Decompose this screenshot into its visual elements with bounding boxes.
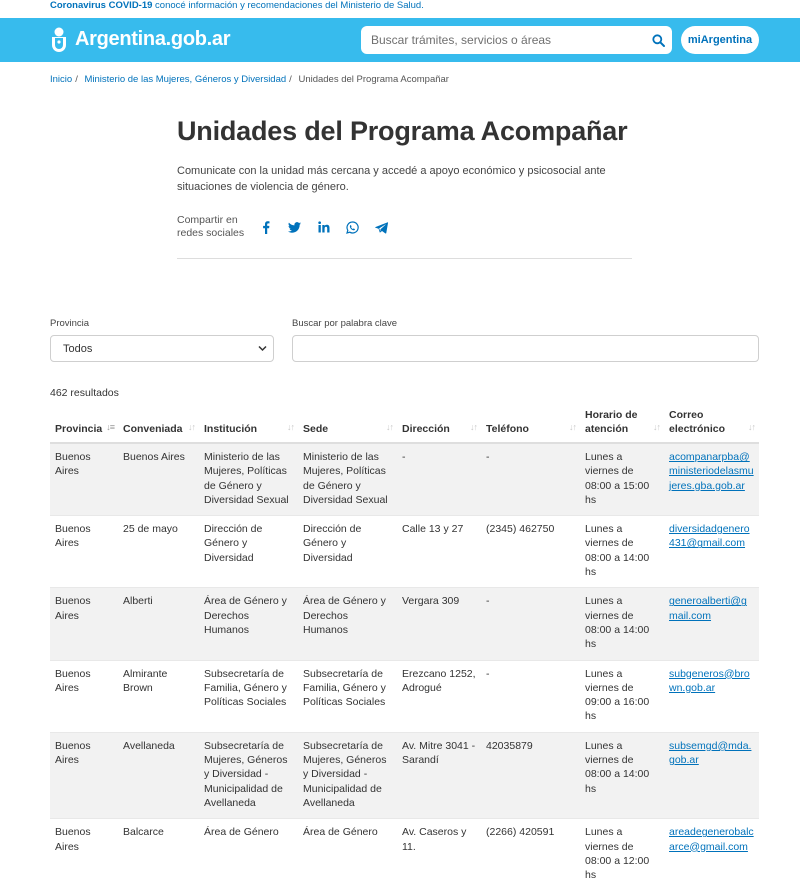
cell-provincia: Buenos Aires: [50, 819, 118, 890]
column-header-telefono[interactable]: [481, 402, 580, 443]
site-logo[interactable]: [50, 26, 230, 52]
page-lead: Comunicate con la unidad más cercana y accedé a apoyo económico y psicosocial ante situaciones de violencia de género.: [177, 165, 606, 193]
whatsapp-icon: [346, 221, 359, 234]
cell-institucion: Área de Género: [199, 819, 298, 890]
cell-horario: Lunes a viernes de 08:00 a 12:00 hs: [580, 819, 664, 890]
share-label: Compartir en redes sociales: [177, 214, 245, 239]
covid-banner[interactable]: [0, 0, 800, 18]
provincia-label: Provincia: [50, 318, 90, 329]
cell-sede: Subsecretaría de Mujeres, Géneros y Diversidad - Municipalidad de Avellaneda: [298, 732, 397, 818]
cell-provincia: Buenos Aires: [50, 443, 118, 516]
chevron-down-icon: [258, 345, 267, 352]
cell-direccion: Calle 13 y 27: [397, 516, 481, 588]
column-header-label: Conveniada: [123, 423, 183, 435]
table-row: [50, 588, 759, 660]
sort-asc-icon: ↓≡: [106, 422, 114, 432]
sort-icon: ↓↑: [188, 422, 195, 432]
covid-banner-bold[interactable]: Coronavirus COVID-19: [50, 0, 153, 11]
units-table: [50, 402, 759, 890]
site-logo-text: Argentina.gob.ar: [75, 27, 231, 50]
cell-correo: [664, 660, 759, 732]
column-header-horario[interactable]: [580, 402, 664, 443]
cell-sede: Área de Género: [298, 819, 397, 890]
column-header-label: Provincia: [55, 423, 103, 435]
email-link[interactable]: subsemgd@mda.gob.ar: [669, 739, 752, 767]
column-header-label: Horario de atención: [585, 409, 638, 435]
breadcrumb-inicio[interactable]: Inicio: [50, 74, 73, 85]
table-row: [50, 516, 759, 588]
cell-telefono: -: [481, 588, 580, 660]
cell-institucion: Dirección de Género y Diversidad: [199, 516, 298, 588]
cell-sede: Subsecretaría de Familia, Género y Políticas Sociales: [298, 660, 397, 732]
cell-conveniada: Avellaneda: [118, 732, 199, 818]
cell-conveniada: Balcarce: [118, 819, 199, 890]
cell-horario: Lunes a viernes de 09:00 a 16:00 hs: [580, 660, 664, 732]
column-header-direccion[interactable]: [397, 402, 481, 443]
share-facebook-button[interactable]: [251, 221, 280, 234]
cell-correo: [664, 516, 759, 588]
keyword-label: Buscar por palabra clave: [292, 318, 398, 329]
column-header-provincia[interactable]: [50, 402, 118, 443]
column-header-label: Sede: [303, 423, 329, 435]
cell-direccion: Erezcano 1252, Adrogué: [397, 660, 481, 732]
cell-direccion: Av. Mitre 3041 - Sarandí: [397, 732, 481, 818]
cell-provincia: Buenos Aires: [50, 588, 118, 660]
cell-telefono: 42035879: [481, 732, 580, 818]
search-button[interactable]: [644, 26, 672, 54]
provincia-select-value: Todos: [63, 342, 93, 355]
page-title: Unidades del Programa Acompañar: [177, 116, 628, 146]
cell-horario: Lunes a viernes de 08:00 a 14:00 hs: [580, 732, 664, 818]
breadcrumb-ministerio[interactable]: Ministerio de las Mujeres, Géneros y Diversidad: [84, 74, 287, 85]
cell-provincia: Buenos Aires: [50, 732, 118, 818]
provincia-select[interactable]: [50, 335, 274, 362]
search-icon: [652, 34, 665, 47]
column-header-conveniada[interactable]: [118, 402, 199, 443]
cell-telefono: (2266) 420591: [481, 819, 580, 890]
share-twitter-button[interactable]: [280, 222, 309, 233]
sort-icon: ↓↑: [287, 422, 294, 432]
breadcrumb-current: Unidades del Programa Acompañar: [298, 74, 449, 85]
cell-correo: [664, 819, 759, 890]
table-body: [50, 443, 759, 890]
cell-direccion: -: [397, 443, 481, 516]
cell-institucion: Subsecretaría de Familia, Género y Políticas Sociales: [199, 660, 298, 732]
email-link[interactable]: acompanarpba@ministeriodelasmujeres.gba.gob.ar: [669, 451, 754, 492]
twitter-icon: [288, 222, 301, 233]
cell-telefono: -: [481, 443, 580, 516]
facebook-icon: [262, 221, 270, 234]
email-link[interactable]: diversidadgenero431@gmail.com: [669, 523, 750, 550]
cell-horario: Lunes a viernes de 08:00 a 14:00 hs: [580, 588, 664, 660]
cell-direccion: Av. Caseros y 11.: [397, 819, 481, 890]
cell-telefono: -: [481, 660, 580, 732]
share-whatsapp-button[interactable]: [338, 221, 367, 234]
section-divider: [177, 258, 632, 259]
table-row: [50, 732, 759, 818]
cell-conveniada: 25 de mayo: [118, 516, 199, 588]
table-row: [50, 819, 759, 890]
linkedin-icon: [318, 221, 330, 233]
cell-sede: Área de Género y Derechos Humanos: [298, 588, 397, 660]
keyword-input[interactable]: [292, 335, 759, 362]
cell-correo: [664, 732, 759, 818]
argentina-logo-icon: [50, 26, 68, 52]
cell-provincia: Buenos Aires: [50, 660, 118, 732]
column-header-label: Teléfono: [486, 423, 529, 435]
site-header: [0, 18, 800, 62]
search-input[interactable]: [361, 26, 643, 54]
column-header-label: Institución: [204, 423, 258, 435]
covid-banner-text[interactable]: conocé información y recomendaciones del Ministerio de Salud.: [152, 0, 424, 11]
cell-institucion: Ministerio de las Mujeres, Políticas de Género y Diversidad Sexual: [199, 443, 298, 516]
share-section: [177, 214, 396, 240]
cell-conveniada: Almirante Brown: [118, 660, 199, 732]
column-header-label: Correo electrónico: [669, 409, 726, 435]
column-header-institucion[interactable]: [199, 402, 298, 443]
cell-conveniada: Alberti: [118, 588, 199, 660]
table-header-row: [50, 402, 759, 443]
sort-icon: ↓↑: [569, 422, 576, 432]
cell-telefono: (2345) 462750: [481, 516, 580, 588]
table-row: [50, 660, 759, 732]
sort-icon: ↓↑: [386, 422, 393, 432]
breadcrumb-separator: /: [75, 74, 78, 85]
results-count: 462 resultados: [50, 387, 119, 399]
cell-provincia: Buenos Aires: [50, 516, 118, 588]
table-row: [50, 443, 759, 516]
email-link[interactable]: generoalberti@gmail.com: [669, 595, 747, 622]
column-header-sede[interactable]: [298, 402, 397, 443]
email-link[interactable]: areadegenerobalcarce@gmail.com: [669, 826, 754, 853]
breadcrumb: [50, 74, 449, 85]
sort-icon: ↓↑: [653, 422, 660, 432]
share-linkedin-button[interactable]: [309, 221, 338, 233]
cell-horario: Lunes a viernes de 08:00 a 15:00 hs: [580, 443, 664, 516]
cell-sede: Ministerio de las Mujeres, Políticas de Género y Diversidad Sexual: [298, 443, 397, 516]
sort-icon: ↓↑: [748, 422, 755, 432]
cell-horario: Lunes a viernes de 08:00 a 14:00 hs: [580, 516, 664, 588]
sort-icon: ↓↑: [470, 422, 477, 432]
telegram-icon: [375, 222, 388, 233]
cell-direccion: Vergara 309: [397, 588, 481, 660]
cell-institucion: Subsecretaría de Mujeres, Géneros y Diversidad - Municipalidad de Avellaneda: [199, 732, 298, 818]
cell-correo: [664, 443, 759, 516]
cell-correo: [664, 588, 759, 660]
cell-conveniada: Buenos Aires: [118, 443, 199, 516]
share-telegram-button[interactable]: [367, 222, 396, 233]
breadcrumb-separator: /: [289, 74, 292, 85]
miargentina-button[interactable]: miArgentina: [681, 26, 759, 54]
cell-institucion: Área de Género y Derechos Humanos: [199, 588, 298, 660]
search-box: [361, 26, 672, 54]
cell-sede: Dirección de Género y Diversidad: [298, 516, 397, 588]
column-header-correo[interactable]: [664, 402, 759, 443]
column-header-label: Dirección: [402, 423, 450, 435]
email-link[interactable]: subgeneros@brown.gob.ar: [669, 667, 750, 694]
